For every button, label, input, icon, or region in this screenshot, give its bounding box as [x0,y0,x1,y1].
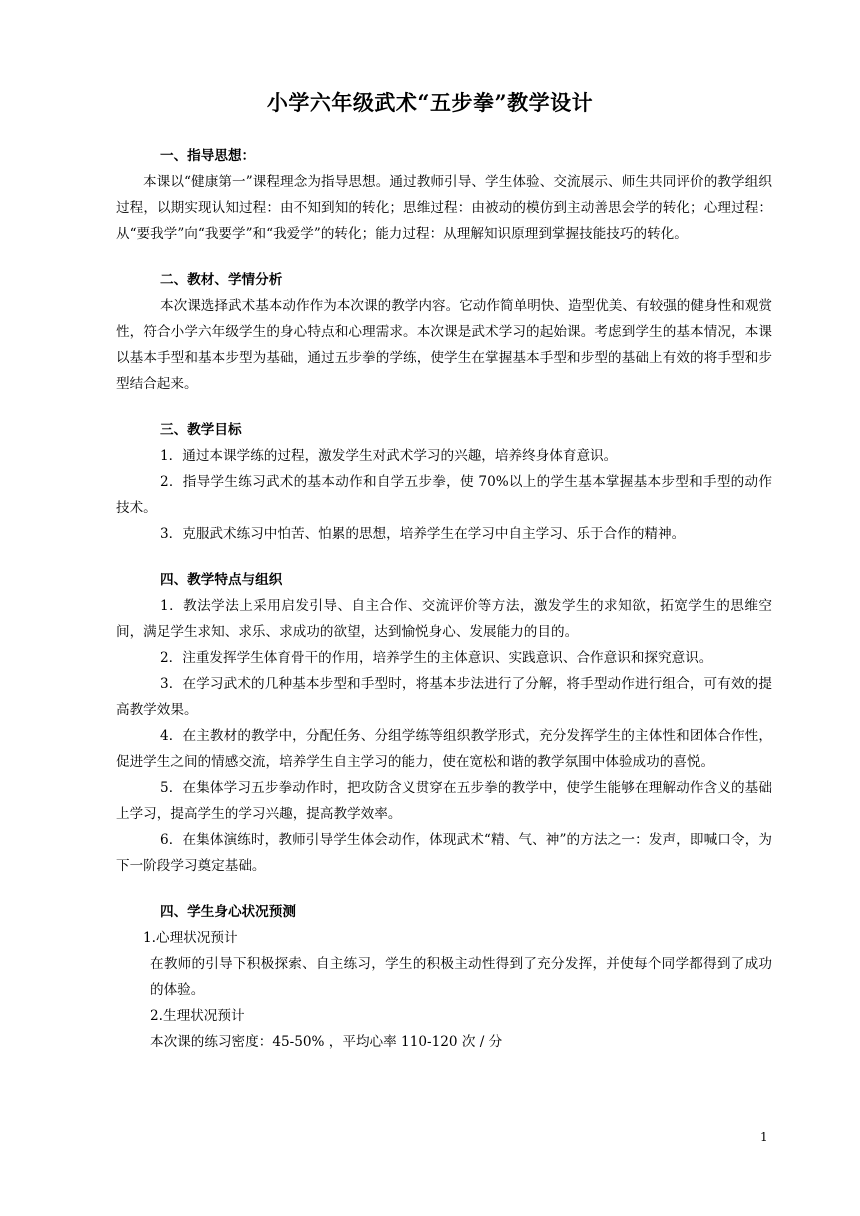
spacer [116,397,772,417]
feature-item-3: 3．在学习武术的几种基本步型和手型时，将基本步法进行了分解，将手型动作进行组合，可有效的提高教学效果。 [116,676,772,718]
section-heading-prediction: 四、学生身心状况预测 [160,904,296,920]
document-title: 小学六年级武术“五步拳”教学设计 [266,90,594,115]
objective-item-2: 2．指导学生练习武术的基本动作和自学五步拳，使 70%以上的学生基本掌握基本步型和手型的动作技术。 [116,474,772,516]
subheading-physiological: 2.生理状况预计 [150,1008,245,1024]
subheading-psychological: 1.心理状况预计 [143,930,238,946]
feature-item-2: 2．注重发挥学生体育骨干的作用，培养学生的主体意识、实践意识、合作意识和探究意识。 [160,650,713,666]
objective-item-3: 3．克服武术练习中怕苦、怕累的思想，培养学生在学习中自主学习、乐于合作的精神。 [160,526,686,542]
section-heading-features: 四、教学特点与组织 [160,572,283,588]
document-body [116,143,772,1055]
paragraph-guiding-ideology: 本课以“健康第一”课程理念为指导思想。通过教师引导、学生体验、交流展示、师生共同评价的教学组织过程，以期实现认知过程：由不知到知的转化；思维过程：由被动的模仿到主动善思会学的转化；心理过程：从“要我学”向“我要学”和“我爱学”的转化；能力过程：从理解知识原理到掌握技能技巧的转化。 [116,174,772,242]
feature-item-1: 1．教法学法上采用启发引导、自主合作、交流评价等方法，激发学生的求知欲，拓宽学生的思维空间，满足学生求知、求乐、求成功的欲望，达到愉悦身心、发展能力的目的。 [116,598,772,640]
section-heading-analysis: 二、教材、学情分析 [160,272,283,288]
paragraph-physiological: 本次课的练习密度：45-50% ，平均心率 110-120 次 / 分 [150,1034,503,1050]
feature-item-5: 5．在集体学习五步拳动作时，把攻防含义贯穿在五步拳的教学中，使学生能够在理解动作含义的基础上学习，提高学生的学习兴趣，提高教学效率。 [116,780,772,822]
paragraph-analysis: 本次课选择武术基本动作作为本次课的教学内容。它动作简单明快、造型优美、有较强的健身性和观赏性，符合小学六年级学生的身心特点和心理需求。本次课是武术学习的起始课。考虑到学生的基本情况，本课以基本手型和基本步型为基础，通过五步拳的学练，使学生在掌握基本手型和步型的基础上有效的将手型和步型结合起来。 [116,298,772,392]
paragraph-psychological: 在教师的引导下积极探索、自主练习，学生的积极主动性得到了充分发挥，并使每个同学都得到了成功的体验。 [150,956,772,998]
page-number: 1 [760,1130,768,1144]
spacer [116,247,772,267]
section-heading-guiding-ideology: 一、指导思想： [160,148,256,164]
feature-item-4: 4．在主教材的教学中，分配任务、分组学练等组织教学形式，充分发挥学生的主体性和团体合作性，促进学生之间的情感交流，培养学生自主学习的能力，使在宽松和谐的教学氛围中体验成功的喜悦。 [116,728,772,770]
objective-item-1: 1．通过本课学练的过程，激发学生对武术学习的兴趣，培养终身体育意识。 [160,448,618,464]
section-heading-objectives: 三、教学目标 [160,422,242,438]
spacer [116,547,772,567]
feature-item-6: 6．在集体演练时，教师引导学生体会动作，体现武术“精、气、神”的方法之一：发声，即喊口令，为下一阶段学习奠定基础。 [116,832,772,874]
spacer [116,879,772,899]
